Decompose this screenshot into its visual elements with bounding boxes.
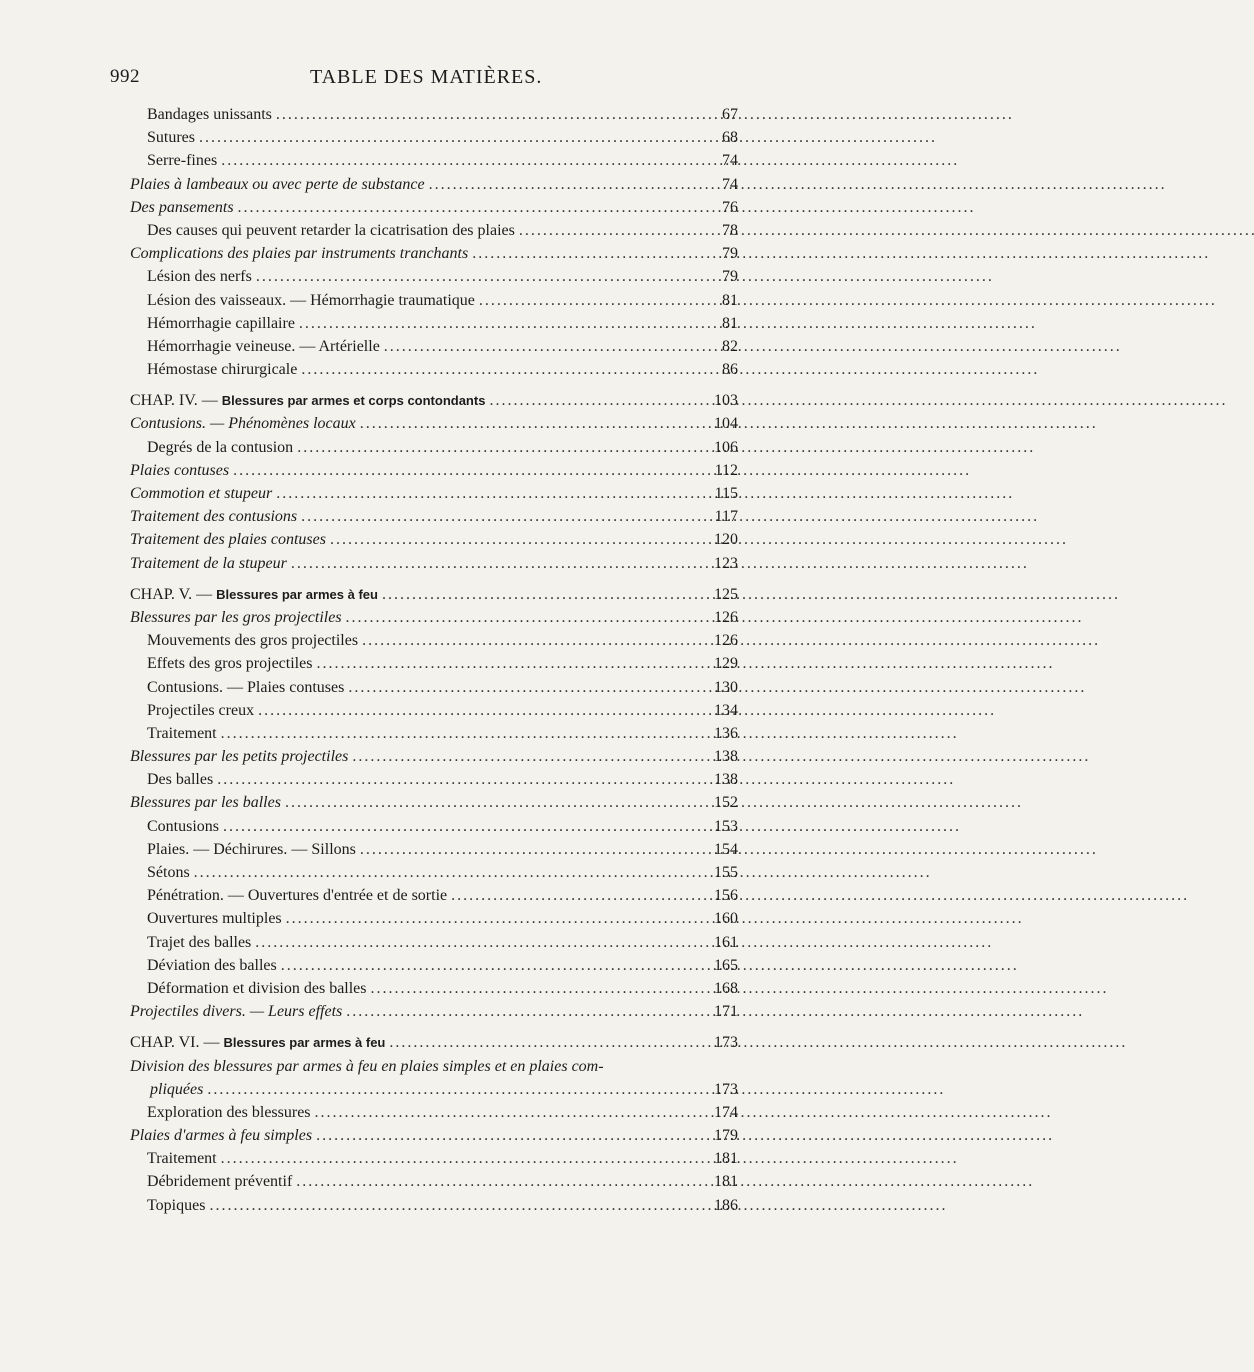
toc-entry — [130, 1147, 738, 1170]
entry-title-text: CHAP. VI. — — [130, 1034, 224, 1052]
entry-title — [130, 838, 356, 861]
entry-title — [130, 242, 468, 265]
dot-leader — [209, 1194, 708, 1217]
toc-entry — [130, 149, 738, 172]
entry-title-text: Degrés de la contusion — [147, 438, 294, 456]
entry-title-text: Des causes qui peuvent retarder la cicatrisation des plaies — [147, 221, 515, 239]
entry-title-text: pliquées — [150, 1080, 204, 1098]
dot-leader — [316, 1124, 708, 1147]
page-ref: 82 — [722, 337, 738, 355]
dot-leader — [233, 459, 708, 482]
entry-title — [130, 954, 277, 977]
toc-entry — [130, 977, 738, 1000]
page-ref: 115 — [714, 485, 738, 502]
toc-entry — [130, 436, 738, 459]
dot-leader — [194, 861, 708, 884]
page-ref: 79 — [722, 268, 738, 286]
page-ref: 68 — [722, 129, 738, 147]
dot-leader — [297, 436, 708, 459]
entry-title-text: Traitement de la stupeur — [130, 554, 287, 572]
dot-leader — [362, 629, 708, 652]
toc-entry — [130, 265, 738, 288]
entry-title — [130, 389, 485, 412]
entry-title-text: Traitement — [147, 724, 217, 742]
page-ref: 155 — [714, 864, 738, 881]
toc-entry — [130, 173, 738, 196]
page-ref: 86 — [722, 361, 738, 379]
entry-title-text: Blessures par les balles — [130, 794, 281, 812]
entry-title-text: Contusions — [147, 817, 220, 835]
entry-title-text: Déformation et division des balles — [147, 979, 367, 997]
running-title: TABLE DES MATIÈRES. — [310, 66, 543, 88]
entry-title — [130, 1147, 217, 1170]
toc-entry — [130, 103, 738, 126]
toc-entry — [130, 552, 738, 575]
dot-leader — [221, 1147, 708, 1170]
page-ref: 74 — [722, 152, 738, 170]
dot-leader — [519, 219, 708, 242]
page-ref: 123 — [714, 554, 738, 572]
entry-title-text: Division des blessures par armes à feu en plaies simples et en plaies com- — [130, 1057, 604, 1075]
toc-entry — [130, 1000, 738, 1023]
entry-title — [130, 861, 190, 884]
entry-title — [130, 482, 272, 505]
entry-title — [130, 1170, 292, 1193]
page-ref: 154 — [714, 840, 738, 858]
toc-entry — [130, 358, 738, 381]
entry-title — [130, 149, 217, 172]
toc-entry — [130, 1101, 738, 1124]
entry-title-text: CHAP. V. — — [130, 585, 217, 603]
dot-leader — [276, 482, 708, 505]
toc-entry — [130, 1170, 738, 1193]
entry-title-text: Débridement préventif — [147, 1173, 293, 1191]
dot-leader — [472, 242, 708, 265]
entry-title-text: CHAP. IV. — — [130, 392, 222, 410]
dot-leader — [301, 505, 708, 528]
entry-title-text: Plaies. — Déchirures. — Sillons — [147, 840, 356, 858]
dot-leader — [489, 389, 708, 412]
entry-title-text: Sétons — [147, 864, 190, 881]
dot-leader — [451, 884, 708, 907]
entry-title — [130, 791, 281, 814]
page-ref: 160 — [714, 910, 738, 928]
page-ref: 125 — [714, 585, 738, 603]
entry-title — [130, 196, 234, 219]
toc-entry — [130, 1194, 738, 1217]
dot-leader — [238, 196, 708, 219]
entry-title — [130, 358, 297, 381]
page-ref: 138 — [714, 748, 738, 766]
entry-title — [130, 528, 326, 551]
entry-title — [130, 745, 348, 768]
dot-leader — [217, 768, 708, 791]
toc-entry — [130, 884, 738, 907]
entry-title — [130, 583, 378, 606]
page-ref: 179 — [714, 1127, 738, 1145]
dot-leader — [346, 1000, 708, 1023]
toc-entry — [130, 791, 738, 814]
entry-title — [130, 931, 251, 954]
entry-title-text: Exploration des blessures — [147, 1103, 311, 1121]
entry-title-text: Projectiles divers. — Leurs effets — [130, 1003, 343, 1021]
entry-title-text: Des pansements — [130, 198, 234, 216]
chapter-heading — [130, 389, 738, 412]
chapter-subtitle: Blessures par armes à feu — [223, 1035, 386, 1051]
entry-title — [130, 505, 297, 528]
dot-leader — [258, 699, 708, 722]
entry-title-text: Serre-fines — [147, 152, 218, 170]
dot-leader — [346, 606, 708, 629]
dot-leader — [330, 528, 708, 551]
toc-entry — [130, 954, 738, 977]
dot-leader — [207, 1078, 708, 1101]
dot-leader — [384, 335, 708, 358]
entry-title-text: Sutures — [147, 129, 195, 147]
page-ref: 152 — [714, 794, 738, 812]
entry-title-text: Déviation des balles — [147, 956, 277, 974]
dot-leader — [348, 676, 708, 699]
entry-title-text: Ouvertures multiples — [147, 910, 282, 928]
toc-entry — [130, 722, 738, 745]
page-ref: 117 — [714, 508, 738, 526]
dot-leader — [285, 791, 708, 814]
toc-entry — [130, 1124, 738, 1147]
toc-entry — [130, 931, 738, 954]
page-ref: 79 — [722, 245, 738, 263]
entry-title — [130, 1055, 604, 1078]
entry-title — [130, 699, 254, 722]
entry-title-text: Traitement — [147, 1150, 217, 1168]
toc-entry — [130, 699, 738, 722]
entry-title — [130, 722, 217, 745]
page-ref: 173 — [714, 1034, 738, 1052]
toc-entry — [130, 412, 738, 435]
page-ref: 153 — [714, 817, 738, 835]
toc-entry — [130, 768, 738, 791]
page-header — [0, 66, 801, 96]
chapter-heading — [130, 1031, 738, 1054]
page-ref: 104 — [714, 415, 738, 433]
dot-leader — [352, 745, 708, 768]
entry-title-text: Hémorrhagie veineuse. — Artérielle — [147, 337, 380, 355]
page-ref: 76 — [722, 198, 738, 216]
dot-leader — [429, 173, 708, 196]
dot-leader — [286, 907, 708, 930]
toc-entry — [130, 196, 738, 219]
entry-title — [130, 1101, 311, 1124]
page-ref: 129 — [714, 655, 738, 673]
page-ref: 78 — [722, 221, 738, 239]
entry-title — [130, 606, 342, 629]
toc-entry — [130, 676, 738, 699]
page-ref: 74 — [722, 175, 738, 193]
toc-entry — [130, 907, 738, 930]
entry-title — [130, 1000, 342, 1023]
entry-title — [130, 1194, 205, 1217]
page-number: 992 — [110, 66, 140, 87]
entry-title — [130, 173, 425, 196]
toc-entry — [130, 606, 738, 629]
page-ref: 120 — [714, 531, 738, 549]
page-ref: 130 — [714, 678, 738, 696]
dot-leader — [276, 103, 708, 126]
toc-entry — [130, 652, 738, 675]
dot-leader — [221, 149, 708, 172]
entry-title — [130, 1031, 385, 1054]
entry-title — [130, 265, 252, 288]
page-ref: 174 — [714, 1103, 738, 1121]
entry-title-text: Mouvements des gros projectiles — [147, 632, 359, 650]
chapter-heading — [130, 583, 738, 606]
entry-title-text: Trajet des balles — [147, 933, 252, 951]
entry-title-text: Blessures par les gros projectiles — [130, 608, 342, 626]
entry-title — [130, 335, 380, 358]
dot-leader — [291, 552, 708, 575]
dot-leader — [256, 265, 708, 288]
toc-entry — [130, 312, 738, 335]
entry-title — [130, 907, 282, 930]
page-ref: 161 — [714, 933, 738, 951]
entry-title — [130, 815, 219, 838]
dot-leader — [301, 358, 708, 381]
entry-title-text: Plaies d'armes à feu simples — [130, 1127, 313, 1145]
toc-entry — [130, 335, 738, 358]
entry-title-text: Des balles — [147, 771, 214, 789]
entry-title-text: Lésion des vaisseaux. — Hémorrhagie traumatique — [147, 291, 475, 309]
page-ref: 138 — [714, 771, 738, 789]
entry-title-text: Bandages unissants — [147, 106, 272, 123]
page-ref: 136 — [714, 724, 738, 742]
entry-title — [130, 219, 515, 242]
dot-leader — [221, 722, 708, 745]
entry-title-text: Plaies contuses — [130, 461, 230, 479]
page-ref: 106 — [714, 438, 738, 456]
entry-title-text: Topiques — [147, 1196, 206, 1214]
entry-title — [130, 1124, 312, 1147]
page-ref: 67 — [722, 106, 738, 123]
entry-title — [130, 884, 447, 907]
dot-leader — [371, 977, 708, 1000]
entry-title-text: Commotion et stupeur — [130, 485, 273, 502]
entry-title-text: Lésion des nerfs — [147, 268, 252, 286]
dot-leader — [382, 583, 708, 606]
toc-entry — [130, 126, 738, 149]
entry-title — [130, 768, 213, 791]
entry-title-text: Blessures par les petits projectiles — [130, 748, 349, 766]
page-ref: 126 — [714, 608, 738, 626]
page-ref: 171 — [714, 1003, 738, 1021]
page-ref: 181 — [714, 1150, 738, 1168]
entry-title — [130, 103, 272, 126]
page-ref: 186 — [714, 1196, 738, 1214]
dot-leader — [299, 312, 708, 335]
entry-title-text: Traitement des contusions — [130, 508, 298, 526]
toc-entry — [130, 459, 738, 482]
page-ref: 156 — [714, 887, 738, 905]
entry-title — [130, 629, 358, 652]
entry-title-text: Projectiles creux — [147, 701, 255, 719]
entry-title — [130, 459, 229, 482]
toc-entry — [130, 1055, 738, 1078]
chapter-subtitle: Blessures par armes à feu — [216, 586, 378, 602]
page-ref: 181 — [714, 1173, 738, 1191]
entry-title-text: Contusions. — Plaies contuses — [147, 678, 345, 696]
page-ref: 173 — [714, 1080, 738, 1098]
entry-title-text: Complications des plaies par instruments tranchants — [130, 245, 469, 263]
page-ref: 112 — [714, 461, 738, 479]
entry-title-text: Hémorrhagie capillaire — [147, 314, 295, 332]
entry-title — [130, 436, 293, 459]
toc-entry — [130, 482, 738, 505]
page-ref: 134 — [714, 701, 738, 719]
entry-title — [130, 289, 475, 312]
toc-entry — [130, 629, 738, 652]
toc-entry — [130, 861, 738, 884]
entry-title-text: Traitement des plaies contuses — [130, 531, 326, 549]
dot-leader — [389, 1031, 708, 1054]
entry-title — [130, 652, 312, 675]
entry-title-text: Contusions. — Phénomènes locaux — [130, 415, 356, 433]
toc-entry — [130, 219, 738, 242]
page-ref: 165 — [714, 956, 738, 974]
toc-entry — [130, 242, 738, 265]
entry-title-text: Effets des gros projectiles — [147, 655, 313, 673]
page-ref: 103 — [714, 392, 738, 410]
toc-entry — [130, 289, 738, 312]
entry-title-text: Hémostase chirurgicale — [147, 361, 298, 379]
toc-entry — [130, 745, 738, 768]
page-ref: 81 — [722, 314, 738, 332]
table-of-contents — [130, 103, 738, 1217]
entry-title — [130, 552, 287, 575]
toc-entry — [130, 1078, 738, 1101]
dot-leader — [199, 126, 708, 149]
toc-entry — [130, 838, 738, 861]
entry-title — [130, 676, 344, 699]
dot-leader — [479, 289, 708, 312]
dot-leader — [360, 838, 708, 861]
entry-title — [130, 412, 356, 435]
dot-leader — [316, 652, 708, 675]
page-ref: 168 — [714, 979, 738, 997]
entry-title — [130, 1078, 203, 1101]
entry-title — [130, 312, 295, 335]
dot-leader — [281, 954, 708, 977]
chapter-subtitle: Blessures par armes et corps contondants — [221, 393, 486, 409]
entry-title — [130, 977, 367, 1000]
dot-leader — [315, 1101, 708, 1124]
page-ref: 81 — [722, 291, 738, 309]
toc-entry — [130, 505, 738, 528]
page-ref: 126 — [714, 632, 738, 650]
dot-leader — [296, 1170, 708, 1193]
entry-title-text: Plaies à lambeaux ou avec perte de substance — [130, 175, 425, 193]
toc-entry — [130, 528, 738, 551]
entry-title-text: Pénétration. — Ouvertures d'entrée et de sortie — [147, 887, 448, 905]
dot-leader — [360, 412, 708, 435]
dot-leader — [223, 815, 708, 838]
dot-leader — [255, 931, 708, 954]
entry-title — [130, 126, 195, 149]
toc-entry — [130, 815, 738, 838]
